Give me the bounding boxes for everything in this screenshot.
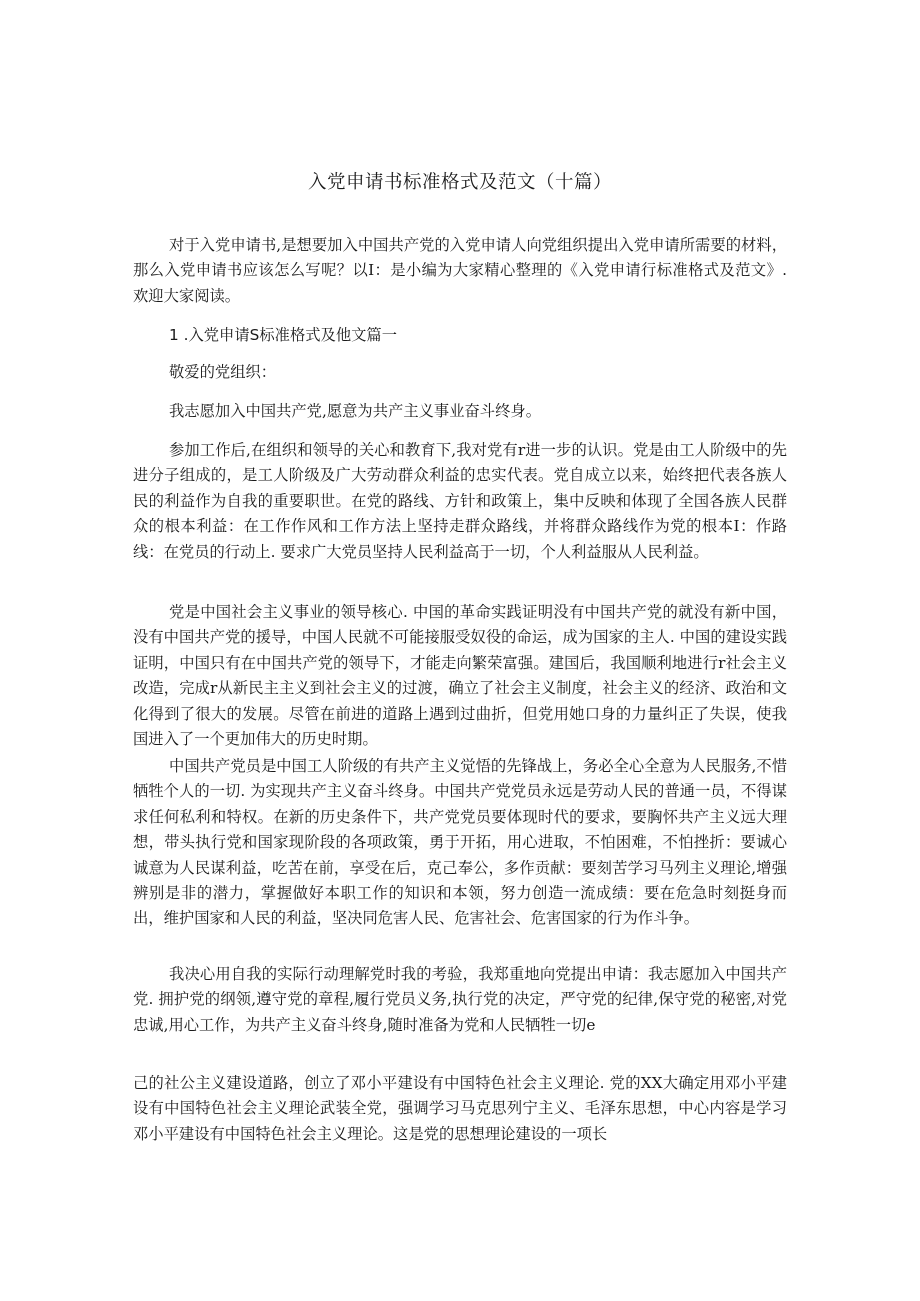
body-paragraph: 我决心用自我的实际行动理解党时我的考验，我郑重地向党提出申请：我志愿加入中国共产党. 拥护党的纲领,遵守党的章程,履行党员义务,执行党的决定，严守党的纪律,保守党的秘密,对党忠诚,用心工作，为共产主义奋斗终身,随时准备为党和人民牺牲一切e (133, 965, 787, 1034)
intro-paragraph: 对于入党申请书,是想要加入中国共产党的入党申请人向党组织提出入党申请所需要的材料，那么入党申请书应该怎么写呢？以I：是小编为大家精心整理的《入党申请行标准格式及范文》. 欢迎大家阅读。 (133, 236, 787, 305)
salutation: 敬爱的党组织： (169, 363, 277, 381)
document-title: 入党申请书标准格式及范文（十篇） (307, 172, 612, 193)
body-paragraph: 党是中国社会主义事业的领导核心. 中国的革命实践证明没有中国共产党的就没有新中国，没有中国共产党的援导，中国人民就不可能接服受奴役的命运，成为国家的主人. 中国的建设实践证明，中国只有在中国共产党的领导下，才能走向繁荣富强。建国后，我国顺利地进行r社会主义改造，完成r从新民主主义到社会主义的过渡，确立了社会主义制度，社会主义的经济、政治和文化得到了很大的发展。尽管在前进的道路上遇到过曲折，但党用她口身的力量纠正了失误，使我国进入了一个更加伟大的历史时期。 (133, 603, 787, 749)
body-paragraph: 参加工作后,在组织和领导的关心和教育下,我对党有r进一步的认识。党是由工人阶级中的先进分子组成的，是工人阶级及广大劳动群众利益的忠实代表。党自成立以来，始终把代表各族人民的利益作为自我的重要职世。在党的路线、方针和政策上，集中反映和体现了全国各族人民群众的根本利益：在工作作风和工作方法上坚持走群众路线，并将群众路线作为党的根本I：作路线：在党员的行动上. 要求广大党员坚持人民利益高于一切，个人利益服从人民利益。 (133, 441, 787, 561)
continuation-paragraph: 己的社公主义建设道路，创立了邓小平建设有中国特色社会主义理论. 党的XX大确定用邓小平建设有中国特色社会主义理论武装全党，强调学习马克思列宁主义、毛泽东思想，中心内容是学习邓小平建设有中国特色社会主义理论。这是党的思想理论建设的一项长 (133, 1074, 787, 1143)
body-paragraph: 我志愿加入中国共产党,愿意为共产主义事业奋斗终身。 (169, 402, 541, 420)
section-heading: 1 .入党申请S标准格式及他文篇一 (169, 326, 398, 344)
body-paragraph: 中国共产党员是中国工人阶级的有共产主义觉悟的先锋战上，务必全心全意为人民服务,不惜牺牲个人的一切. 为实现共产主义奋斗终身。中国共产党党员永远是劳动人民的普通一员，不得谋求任何私利和特权。在新的历史条件下，共产党党员要体现时代的要求，要胸怀共产主义远大理想，带头执行党和国家现阶段的各项政策，勇于开拓，用心进取，不怕困难，不怕挫折：要诚心诚意为人民谋利益，吃苦在前，享受在后，克己奉公，多作贡献：要刻苦学习马列主义理论,增强辨别是非的潜力，掌握做好本职工作的知识和本领，努力创造一流成绩：要在危急时刻挺身而出，维护国家和人民的利益，坚决同危害人民、危害社会、危害国家的行为作斗争。 (133, 757, 787, 928)
